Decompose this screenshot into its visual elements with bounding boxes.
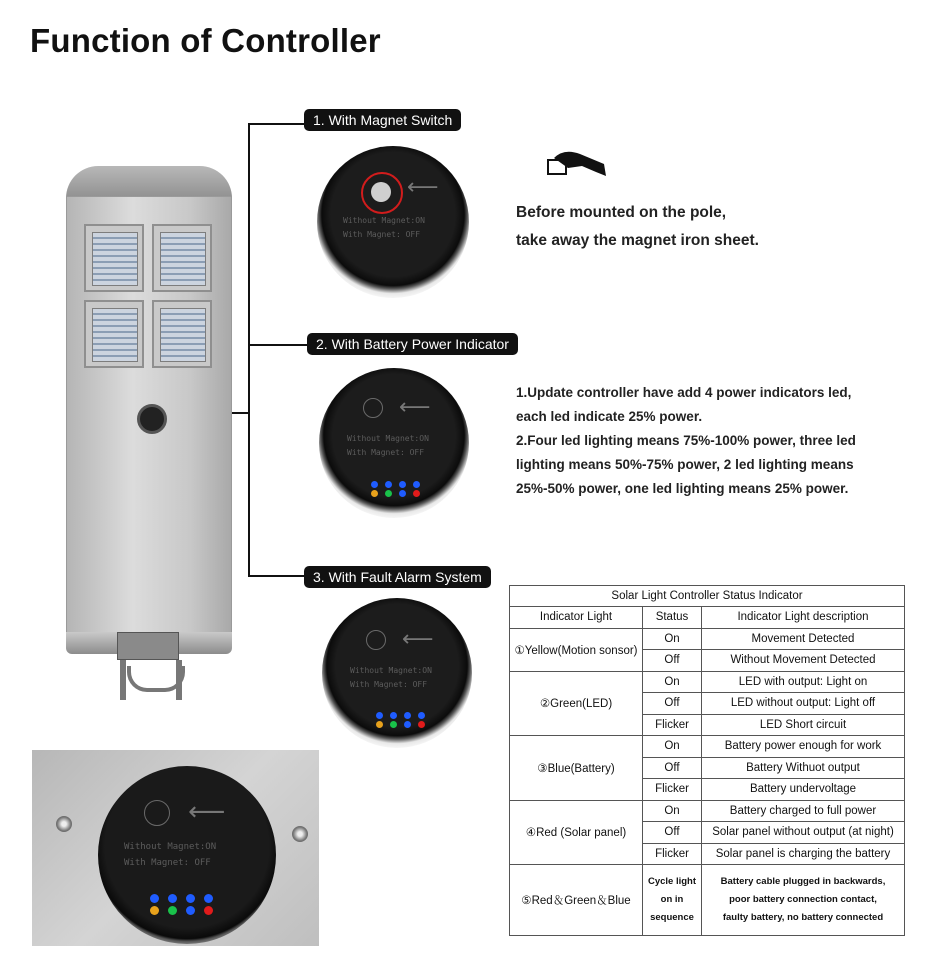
description-line: Battery cable plugged in backwards, — [720, 876, 886, 887]
mounting-bracket — [117, 632, 179, 660]
reset-button-icon — [144, 800, 170, 826]
status-cell: On — [643, 736, 702, 758]
status-cell: On — [643, 628, 702, 650]
led-dot — [404, 712, 411, 719]
arrow-left-icon: ⟵ — [407, 174, 439, 199]
screw-icon — [292, 826, 308, 842]
status-cell: Off — [643, 650, 702, 672]
lamp-cap — [66, 166, 232, 200]
led-dot — [404, 721, 411, 728]
table-header: Indicator Light — [510, 607, 643, 629]
arrow-left-icon: ⟵ — [402, 626, 434, 651]
indicator-cell: ⑤Red＆Green＆Blue — [510, 865, 643, 936]
controller-disc — [319, 368, 469, 518]
arrow-left-icon: ⟵ — [399, 394, 431, 419]
reset-button-icon — [366, 630, 386, 650]
connector-line — [248, 123, 306, 125]
led-dot — [390, 721, 397, 728]
led-dot — [371, 490, 378, 497]
battery-note-line4: lighting means 50%-75% power, 2 led lighting means — [516, 457, 854, 472]
description-line: faulty battery, no battery connected — [722, 912, 884, 923]
arrow-left-icon: ⟵ — [188, 796, 226, 826]
controller-disc — [322, 598, 472, 748]
status-cell: Off — [643, 822, 702, 844]
battery-note-line1: 1.Update controller have add 4 power indicators led, — [516, 385, 852, 400]
led-dot — [204, 894, 213, 903]
description-cell — [702, 865, 905, 936]
table-header: Indicator Light description — [702, 607, 905, 629]
indicator-cell: ②Green(LED) — [510, 671, 643, 736]
led-dot — [168, 894, 177, 903]
bolt-icon — [176, 660, 182, 700]
controller-disc — [317, 146, 469, 298]
status-cell: Flicker — [643, 779, 702, 801]
status-cell: On — [643, 800, 702, 822]
led-dot — [399, 481, 406, 488]
motion-sensor-icon — [137, 404, 167, 434]
battery-note-line3: 2.Four led lighting means 75%-100% power, three led — [516, 433, 856, 448]
indicator-cell: ④Red (Solar panel) — [510, 800, 643, 865]
description-cell: Battery Withuot output — [702, 757, 905, 779]
led-dot — [168, 906, 177, 915]
description-cell: Solar panel without output (at night) — [702, 822, 905, 844]
disc-text-line2: With Magnet: OFF — [347, 448, 425, 457]
led-dot — [385, 481, 392, 488]
reset-button-icon — [363, 398, 383, 418]
led-module — [84, 224, 144, 292]
battery-note-line5: 25%-50% power, one led lighting means 25% power. — [516, 481, 849, 496]
description-cell: Battery charged to full power — [702, 800, 905, 822]
description-cell: Without Movement Detected — [702, 650, 905, 672]
description-cell: Battery power enough for work — [702, 736, 905, 758]
led-dot — [418, 712, 425, 719]
magnet-note-line1: Before mounted on the pole, — [516, 204, 727, 221]
status-cell: Flicker — [643, 843, 702, 865]
table-caption: Solar Light Controller Status Indicator — [510, 586, 905, 607]
disc-text-line1: Without Magnet:ON — [350, 666, 432, 675]
hand-remove-magnet-icon — [546, 146, 610, 182]
controller-closeup-photo — [32, 750, 319, 946]
disc-text-line1: Without Magnet:ON — [347, 434, 429, 443]
status-cell — [643, 865, 702, 936]
disc-text-line2: With Magnet: OFF — [350, 680, 428, 689]
description-cell: Movement Detected — [702, 628, 905, 650]
status-cell: On — [643, 671, 702, 693]
connector-line — [248, 123, 250, 576]
disc-text-line1: Without Magnet:ON — [124, 842, 217, 852]
page-title: Function of Controller — [30, 22, 381, 59]
led-module — [152, 224, 212, 292]
led-dot — [150, 894, 159, 903]
led-dot — [413, 490, 420, 497]
controller-disc — [98, 766, 276, 944]
connector-line — [248, 575, 306, 577]
led-dot — [385, 490, 392, 497]
label-battery-indicator: 2. With Battery Power Indicator — [307, 333, 518, 355]
connector-line — [232, 412, 248, 414]
status-cell: Off — [643, 757, 702, 779]
status-line: on in — [660, 894, 684, 905]
led-dot — [376, 712, 383, 719]
screw-icon — [56, 816, 72, 832]
description-cell: Battery undervoltage — [702, 779, 905, 801]
indicator-cell: ①Yellow(Motion sonsor) — [510, 628, 643, 671]
battery-note-line2: each led indicate 25% power. — [516, 409, 703, 424]
status-indicator-table — [509, 585, 905, 936]
led-dot — [186, 894, 195, 903]
bolt-icon — [120, 660, 126, 700]
status-cell: Flicker — [643, 714, 702, 736]
indicator-cell: ③Blue(Battery) — [510, 736, 643, 801]
status-line: Cycle light — [647, 876, 697, 887]
led-dot — [399, 490, 406, 497]
disc-text-line2: With Magnet: OFF — [124, 858, 211, 868]
led-dot — [418, 721, 425, 728]
description-cell: LED without output: Light off — [702, 693, 905, 715]
led-dot — [371, 481, 378, 488]
table-header: Status — [643, 607, 702, 629]
led-dot — [204, 906, 213, 915]
led-module — [84, 300, 144, 368]
disc-text-line2: With Magnet: OFF — [343, 230, 421, 239]
magnet-switch-button — [371, 182, 391, 202]
label-fault-alarm: 3. With Fault Alarm System — [304, 566, 491, 588]
disc-text-line1: Without Magnet:ON — [343, 216, 425, 225]
description-cell: LED Short circuit — [702, 714, 905, 736]
led-module — [152, 300, 212, 368]
magnet-note-line2: take away the magnet iron sheet. — [516, 232, 759, 249]
description-cell: LED with output: Light on — [702, 671, 905, 693]
label-magnet-switch: 1. With Magnet Switch — [304, 109, 461, 131]
connector-line — [248, 344, 310, 346]
description-cell: Solar panel is charging the battery — [702, 843, 905, 865]
led-dot — [376, 721, 383, 728]
led-dot — [413, 481, 420, 488]
description-line: poor battery connection contact, — [729, 894, 877, 905]
led-dot — [150, 906, 159, 915]
led-dot — [186, 906, 195, 915]
status-cell: Off — [643, 693, 702, 715]
status-line: sequence — [650, 912, 694, 923]
led-dot — [390, 712, 397, 719]
